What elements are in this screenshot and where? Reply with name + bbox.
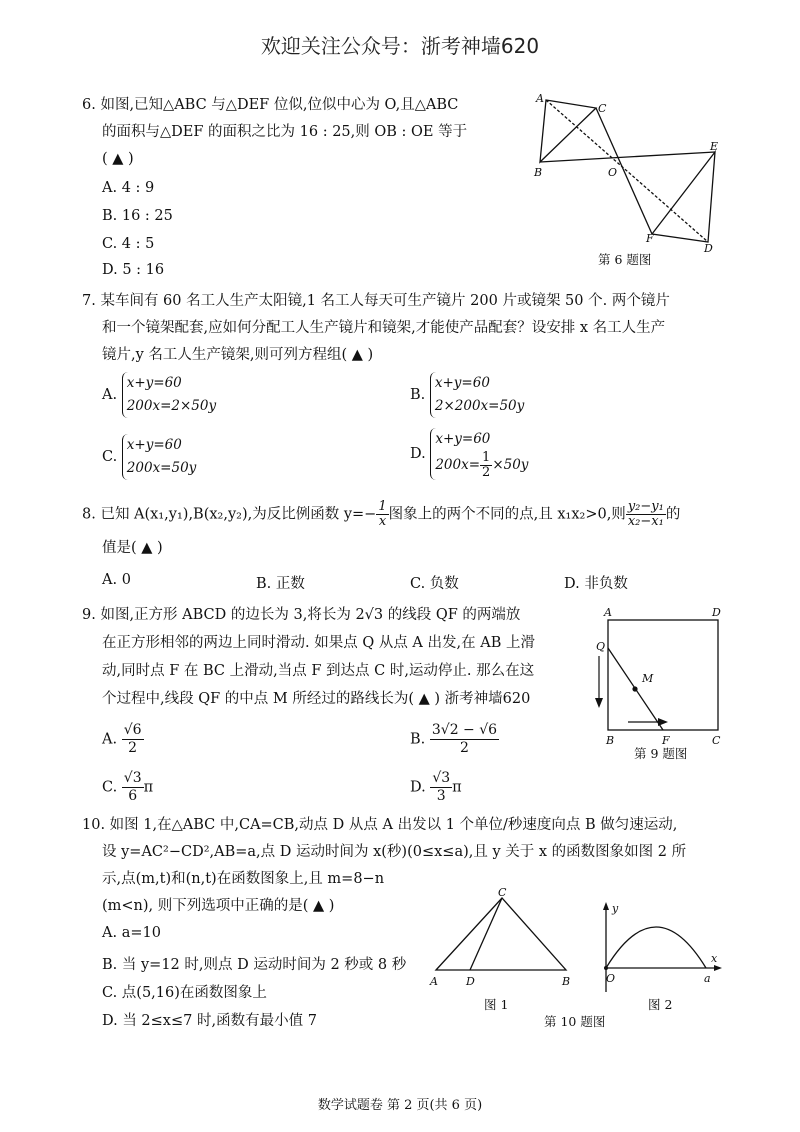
q9-d-num: √3	[432, 770, 451, 786]
q9-caption: 第 9 题图	[634, 746, 688, 761]
q10-option-c: C. 点(5,16)在函数图象上	[102, 985, 267, 1001]
q10-label-a: A	[430, 975, 438, 988]
q7-a-eq1: x+y=60	[126, 375, 182, 391]
question-7	[82, 288, 670, 369]
q9-label-c: C	[712, 734, 721, 746]
q10-label-x: x	[711, 952, 718, 965]
origin-point	[604, 966, 608, 970]
q6-label-d: D	[704, 242, 713, 255]
q7-d-system	[430, 428, 528, 480]
q9-b-label: B.	[410, 731, 426, 748]
q7-b-eq2: 2×200x=50y	[434, 398, 525, 414]
q9-line-1: 9. 如图,正方形 ABCD 的边长为 3,将长为 2√3 的线段 QF 的两端放	[82, 607, 521, 623]
q7-d-frac-den: 2	[482, 465, 491, 480]
q10-line-1: 10. 如图 1,在△ABC 中,CA=CB,动点 D 从点 A 出发以 1 个单位/秒速度向点 B 做匀速运动,	[82, 817, 678, 833]
q7-d-frac-num: 1	[482, 450, 491, 465]
q9-line-2: 在正方形相邻的两边上同时滑动. 如果点 Q 从点 A 出发,在 AB 上滑	[102, 635, 535, 651]
q7-c-eq2: 200x=50y	[126, 460, 197, 476]
q9-d-label: D.	[410, 779, 426, 796]
q10-option-a: A. a=10	[102, 925, 161, 941]
q10-label-a-axis: a	[704, 972, 711, 985]
q8-option-c: C. 负数	[410, 576, 459, 592]
q9-line-4: 个过程中,线段 QF 的中点 M 所经过的路线长为( ▲ ) 浙考神墙620	[102, 691, 531, 707]
q9-label-a: A	[604, 606, 612, 619]
q10-fig2-label: 图 2	[648, 997, 673, 1012]
q7-b-eq1: x+y=60	[434, 375, 490, 391]
q10-line-3: 示,点(m,t)和(n,t)在函数图象上,且 m=8−n	[102, 871, 385, 887]
q9-label-d: D	[712, 606, 721, 619]
line-be	[540, 152, 715, 162]
q9-figure	[590, 604, 730, 746]
q9-b-den: 2	[460, 740, 469, 756]
q9-c-num: √3	[123, 770, 142, 786]
q7-a-system	[122, 372, 216, 418]
q7-d-label: D.	[410, 446, 426, 462]
q7-d-eq2b: ×50y	[492, 457, 529, 473]
q6-label-a: A	[536, 92, 544, 105]
triangle-abc	[540, 100, 596, 162]
q6-label-b: B	[534, 166, 543, 179]
q8-part-3: 的	[665, 506, 681, 523]
triangle-abc-fig1	[436, 898, 566, 970]
q8-option-b: B. 正数	[256, 576, 305, 592]
q6-caption: 第 6 题图	[598, 252, 652, 267]
q8-frac1-den: x	[378, 514, 387, 529]
q10-label-b: B	[562, 975, 571, 988]
y-axis-arrow	[603, 902, 609, 910]
question-9	[82, 601, 535, 713]
question-8	[82, 500, 680, 562]
q9-option-b	[410, 722, 499, 757]
q10-label-c: C	[498, 886, 507, 899]
q6-label-o: O	[608, 166, 618, 179]
q9-b-num: 3√2 − √6	[431, 722, 498, 738]
x-axis-arrow	[714, 965, 722, 971]
q9-c-suffix: π	[143, 779, 154, 796]
q6-label-c: C	[598, 102, 607, 115]
q8-part-2: 图象上的两个不同的点,且 x₁x₂>0,则	[388, 506, 626, 523]
point-m	[632, 686, 637, 691]
q9-a-den: 2	[128, 740, 138, 756]
q10-option-b: B. 当 y=12 时,则点 D 运动时间为 2 秒或 8 秒	[102, 957, 407, 973]
q7-option-b	[410, 372, 524, 418]
question-6	[82, 92, 467, 173]
q6-label-e: E	[710, 140, 719, 153]
q8-option-d: D. 非负数	[564, 576, 628, 592]
q8-part-1: 8. 已知 A(x₁,y₁),B(x₂,y₂),为反比例函数 y=−	[82, 506, 377, 523]
square-abcd	[608, 620, 718, 730]
q9-d-den: 3	[436, 788, 446, 804]
q7-line-1: 7. 某车间有 60 名工人生产太阳镜,1 名工人每天可生产镜片 200 片或镜架 50 个. 两个镜片	[82, 293, 670, 309]
q10-figure-2	[594, 900, 724, 995]
q9-option-d	[410, 770, 462, 805]
arrow-down-head	[595, 698, 603, 708]
q7-d-eq2a: 200x=	[435, 457, 481, 473]
q6-line-1: 6. 如图,已知△ABC 与△DEF 位似,位似中心为 O,且△ABC	[82, 97, 459, 113]
q7-option-d	[410, 428, 528, 480]
q7-line-2: 和一个镜架配套,应如何分配工人生产镜片和镜架,才能使产品配套？设安排 x 名工人生产	[102, 320, 666, 336]
q10-option-d: D. 当 2≤x≤7 时,函数有最小值 7	[102, 1013, 317, 1029]
q10-label-y: y	[612, 902, 619, 915]
triangle-def	[652, 152, 715, 242]
q7-option-a	[102, 372, 216, 418]
q10-fig1-label: 图 1	[484, 997, 509, 1012]
q9-c-label: C.	[102, 779, 118, 796]
q6-figure	[530, 90, 730, 255]
q9-label-q: Q	[596, 640, 606, 653]
q9-d-suffix: π	[452, 779, 462, 796]
q8-frac2-num: y₂−y₁	[627, 499, 664, 514]
q8-option-a: A. 0	[102, 572, 131, 588]
q6-line-2: 的面积与△DEF 的面积之比为 16 : 25,则 OB : OE 等于	[102, 124, 468, 140]
q7-c-system	[122, 434, 197, 480]
q10-line-2: 设 y=AC²−CD²,AB=a,点 D 运动时间为 x(秒)(0≤x≤a),且 y 关于 x 的函数图象如图 2 所	[102, 844, 687, 860]
arrow-right-head	[658, 718, 668, 726]
segment-cd	[470, 898, 502, 970]
q10-label-o: O	[606, 972, 616, 985]
q7-line-3: 镜片,y 名工人生产镜架,则可列方程组( ▲ )	[102, 347, 374, 363]
q10-line-4: (m<n), 则下列选项中正确的是( ▲ )	[102, 898, 335, 914]
q9-label-m: M	[642, 672, 654, 685]
q6-option-d: D. 5 : 16	[102, 262, 165, 278]
q9-line-3: 动,同时点 F 在 BC 上滑动,当点 F 到达点 C 时,运动停止. 那么在这	[102, 663, 535, 679]
q9-a-label: A.	[102, 731, 118, 748]
q7-c-label: C.	[102, 449, 118, 465]
q6-label-f: F	[646, 232, 654, 245]
q10-caption: 第 10 题图	[544, 1014, 606, 1029]
q8-frac1-num: 1	[378, 499, 387, 514]
q6-option-a: A. 4 : 9	[102, 180, 155, 196]
line-cf	[596, 108, 652, 234]
q9-label-f: F	[662, 734, 670, 746]
q10-label-d: D	[466, 975, 475, 988]
q9-a-num: √6	[123, 722, 142, 738]
q10-figure-1	[426, 886, 576, 992]
q9-option-c	[102, 770, 153, 805]
q9-c-den: 6	[128, 788, 138, 804]
q7-a-eq2: 200x=2×50y	[126, 398, 217, 414]
q8-frac2-den: x₂−x₁	[627, 514, 664, 529]
q7-a-label: A.	[102, 387, 118, 403]
q9-label-b: B	[606, 734, 615, 746]
q7-d-eq1: x+y=60	[435, 431, 491, 447]
q6-option-b: B. 16 : 25	[102, 208, 173, 224]
q9-option-a	[102, 722, 144, 757]
q8-line-2: 值是( ▲ )	[102, 540, 163, 556]
q6-option-c: C. 4 : 5	[102, 236, 155, 252]
q7-c-eq1: x+y=60	[126, 437, 182, 453]
parabola-curve	[606, 927, 706, 968]
q6-line-3: ( ▲ )	[102, 151, 134, 167]
line-ad	[546, 100, 708, 242]
q7-b-label: B.	[410, 387, 426, 403]
page-header: 欢迎关注公众号：浙考神墙620	[260, 34, 540, 58]
q7-option-c	[102, 434, 196, 480]
q7-b-system	[430, 372, 524, 418]
page-footer: 数学试题卷 第 2 页(共 6 页)	[317, 1098, 483, 1113]
